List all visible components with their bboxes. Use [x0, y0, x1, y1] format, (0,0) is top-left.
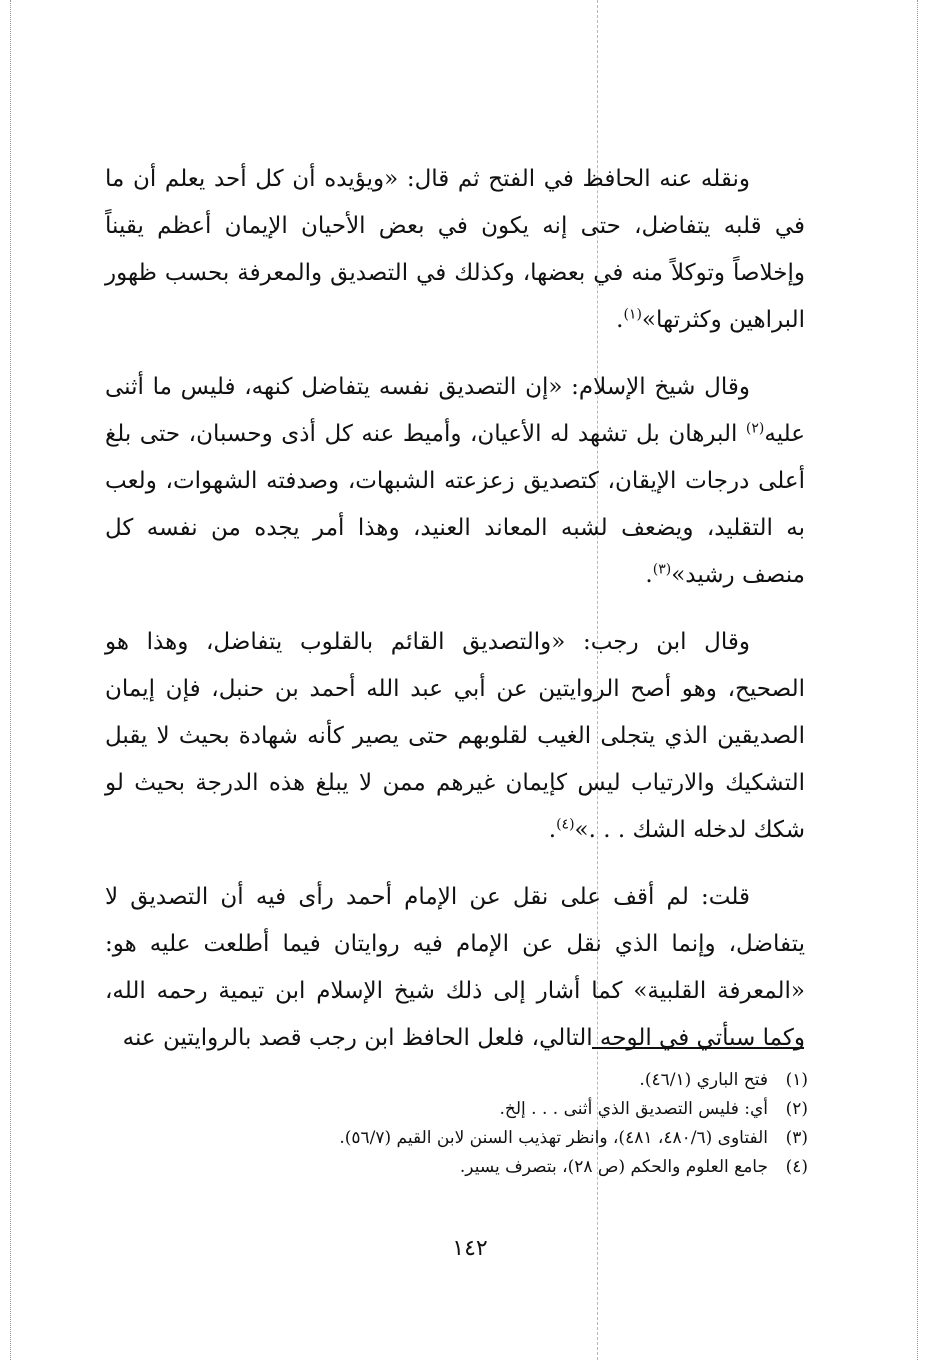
scan-edge-left [10, 0, 11, 1360]
footnote-ref-4: (٤) [556, 816, 575, 833]
main-text [105, 156, 805, 1082]
footnote-text: أي: فليس التصديق الذي أثنى . . . إلخ. [499, 1099, 768, 1119]
footnote-number: (١) [785, 1070, 808, 1090]
paragraph-2-text-continued: البرهان بل تشهد له الأعيان، وأميط عنه كل أذى وحسبان، حتى بلغ أعلى درجات الإيقان، كتصديق زعزعته الشبهات، وصدفته الشهوات، ولعب به التقليد، ويضعف لشبه المعاند العنيد، وهذا أمر يجده من نفسه كل منصف رشيد» [105, 421, 805, 588]
footnote-ref-3: (٣) [652, 561, 672, 578]
paragraph-4-text: قلت: لم أقف على نقل عن الإمام أحمد رأى فيه أن التصديق لا يتفاضل، وإنما الذي نقل عن الإمام فيه روايتان فيما أطلعت عليه هو: «المعرفة القلبية» كما أشار إلى ذلك شيخ الإسلام ابن تيمية رحمه الله، وكما سيأتي في الوجه التالي، فلعل الحافظ ابن رجب قصد بالروايتين عنه [105, 884, 805, 1051]
footnote-2 [180, 1095, 808, 1124]
paragraph-3-text: وقال ابن رجب: «والتصديق القائم بالقلوب يتفاضل، وهذا هو الصحيح، وهو أصح الروايتين عن أبي عبد الله أحمد بن حنبل، فإن إيمان الصديقين الذي يتجلى الغيب لقلوبهم حتى يصير كأنه شهادة بحيث لا يقبل التشكيك والارتياب ليس كإيمان غيرهم ممن لا يبلغ هذه الدرجة بحيث لو شكك لدخله الشك . . .» [105, 629, 805, 843]
paragraph-3 [105, 619, 805, 854]
paragraph-2-tail: . [645, 562, 653, 588]
footnote-number: (٢) [785, 1099, 808, 1119]
footnote-ref-1: (١) [623, 306, 642, 323]
scan-edge-right [917, 0, 918, 1360]
footnote-4 [180, 1153, 808, 1182]
paragraph-2 [105, 364, 805, 599]
paragraph-1-text: ونقله عنه الحافظ في الفتح ثم قال: «ويؤيده أن كل أحد يعلم أن ما في قلبه يتفاضل، حتى إنه يكون في بعض الأحيان الإيمان أعظم يقيناً وإخلاصاً وتوكلاً منه في بعضها، وكذلك في التصديق والمعرفة بحسب ظهور البراهين وكثرتها» [105, 166, 805, 333]
footnote-separator [592, 1047, 804, 1049]
paragraph-4 [105, 874, 805, 1062]
footnote-number: (٣) [785, 1128, 808, 1148]
footnote-ref-2: (٢) [745, 420, 765, 437]
footnote-1 [180, 1066, 808, 1095]
footnote-3 [180, 1124, 808, 1153]
footnote-text: فتح الباري (٤٦/١). [639, 1070, 768, 1090]
footnote-number: (٤) [785, 1157, 808, 1177]
footnote-text: الفتاوى (٤٨٠/٦، ٤٨١)، وانظر تهذيب السنن لابن القيم (٥٦/٧). [339, 1128, 768, 1148]
page-number: ١٤٢ [452, 1236, 488, 1261]
paragraph-3-tail: . [548, 817, 557, 843]
paragraph-2-text: وقال شيخ الإسلام: «إن التصديق نفسه يتفاضل كنهه، فليس ما أثنى عليه [105, 374, 805, 447]
footnote-text: جامع العلوم والحكم (ص ٢٨)، بتصرف يسير. [459, 1157, 768, 1177]
paragraph-1 [105, 156, 805, 344]
footnotes [180, 1066, 808, 1182]
paragraph-1-tail: . [616, 307, 624, 333]
